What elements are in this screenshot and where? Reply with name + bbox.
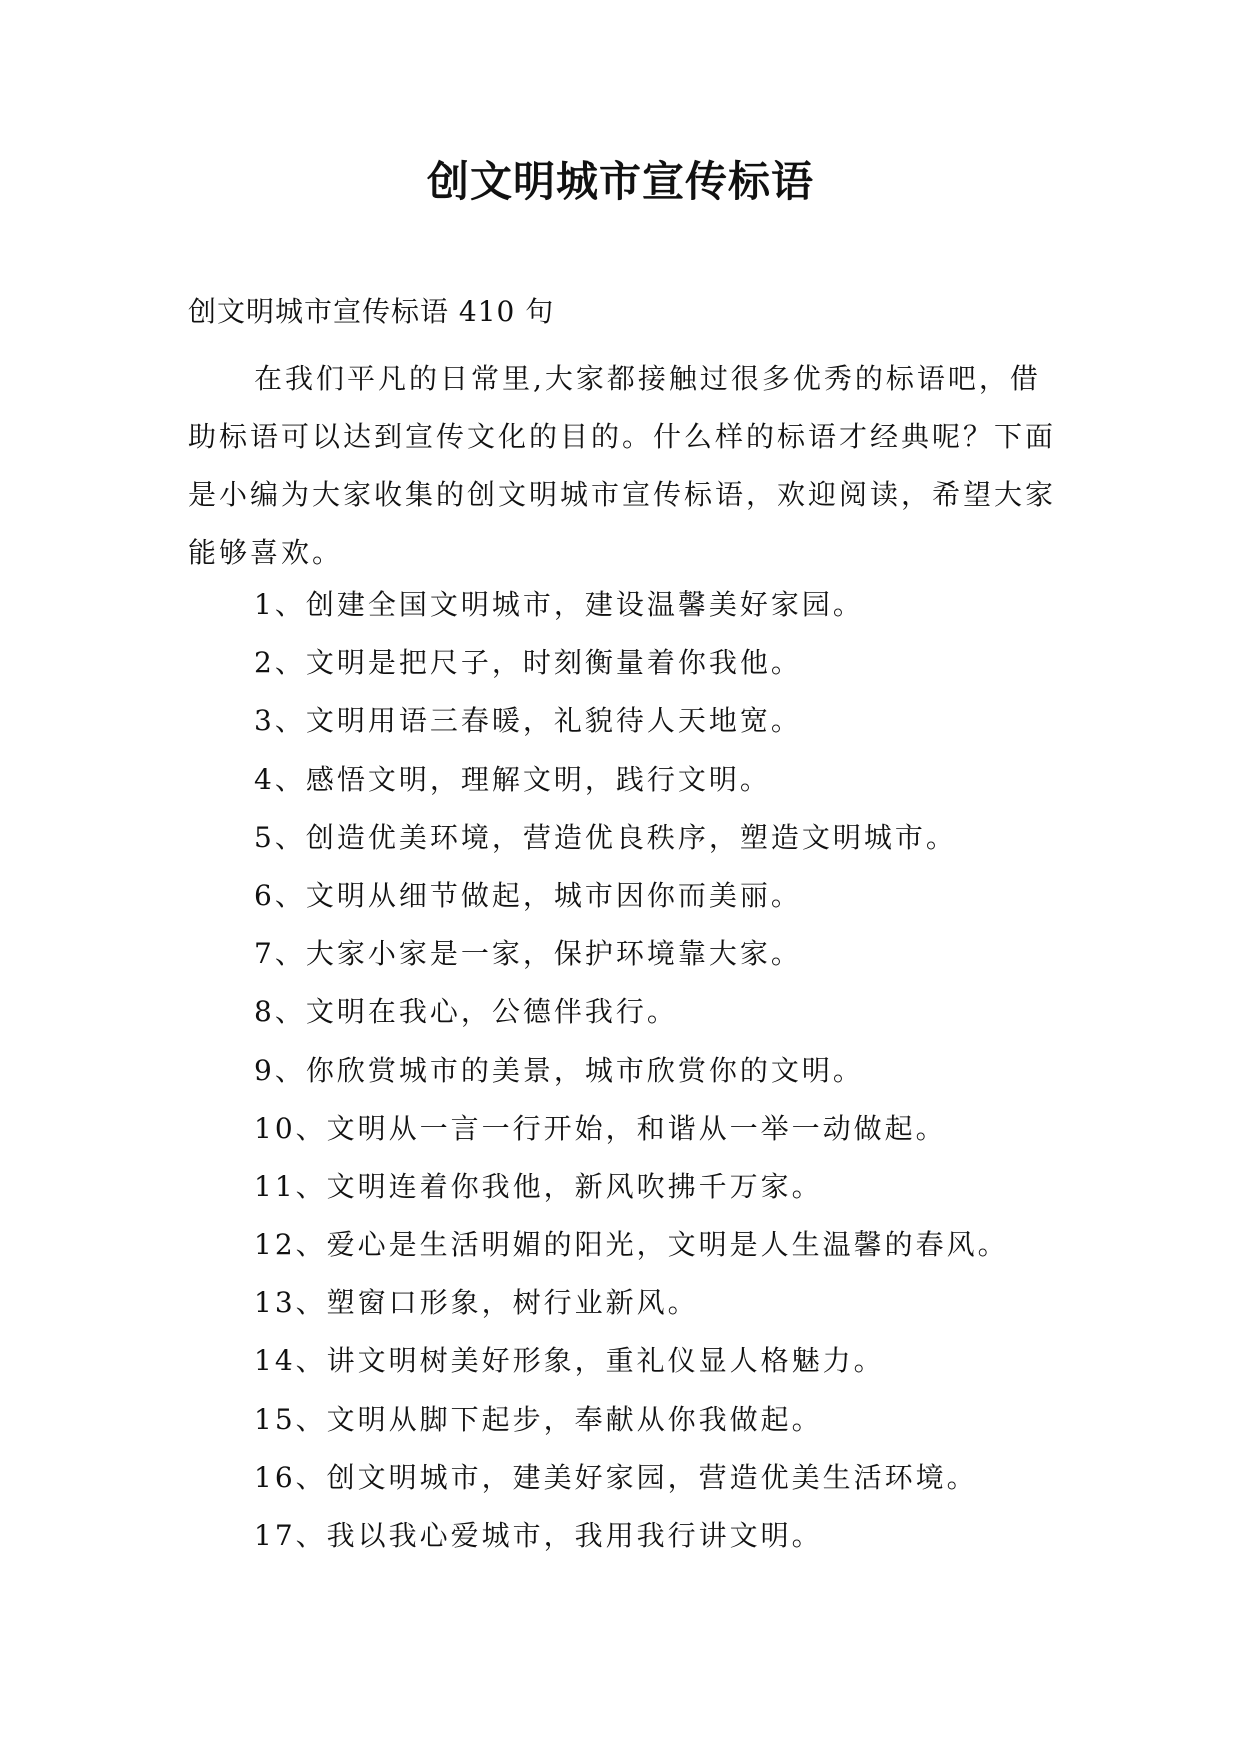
slogan-item: 10、文明从一言一行开始，和谐从一举一动做起。 — [254, 1111, 947, 1145]
document-title: 创文明城市宣传标语 — [426, 157, 814, 206]
slogan-item: 17、我以我心爱城市，我用我行讲文明。 — [254, 1519, 823, 1552]
intro-paragraph: 在我们平凡的日常里,大家都接触过很多优秀的标语吧，借助标语可以达到宣传文化的目的。什么样的标语才经典呢？下面是小编为大家收集的创文明城市宣传标语，欢迎阅读，希望大家能够喜欢。 — [188, 362, 1057, 569]
slogan-item: 14、讲文明树美好形象，重礼仪显人格魅力。 — [254, 1344, 885, 1378]
slogan-item: 9、你欣赏城市的美景，城市欣赏你的文明。 — [254, 1053, 864, 1087]
slogan-item: 7、大家小家是一家，保护环境靠大家。 — [254, 937, 802, 971]
slogan-item: 15、文明从脚下起步，奉献从你我做起。 — [254, 1402, 823, 1436]
slogan-item: 16、创文明城市，建美好家园，营造优美生活环境。 — [254, 1460, 978, 1494]
slogan-item: 6、文明从细节做起，城市因你而美丽。 — [254, 878, 802, 912]
slogan-item: 3、文明用语三春暖，礼貌待人天地宽。 — [254, 704, 802, 738]
slogan-item: 8、文明在我心，公德伴我行。 — [254, 995, 678, 1029]
slogan-item: 4、感悟文明，理解文明，践行文明。 — [254, 762, 771, 796]
slogan-item: 12、爱心是生活明媚的阳光，文明是人生温馨的春风。 — [254, 1228, 1009, 1262]
slogan-item: 2、文明是把尺子，时刻衡量着你我他。 — [254, 646, 802, 680]
slogan-item: 13、塑窗口形象，树行业新风。 — [254, 1286, 699, 1320]
slogan-item: 11、文明连着你我他，新风吹拂千万家。 — [254, 1169, 823, 1203]
slogan-item: 1、创建全国文明城市，建设温馨美好家园。 — [254, 588, 864, 621]
slogan-item: 5、创造优美环境，营造优良秩序，塑造文明城市。 — [254, 820, 957, 854]
document-subtitle: 创文明城市宣传标语 410 句 — [188, 295, 555, 328]
slogan-list — [254, 585, 1009, 1574]
